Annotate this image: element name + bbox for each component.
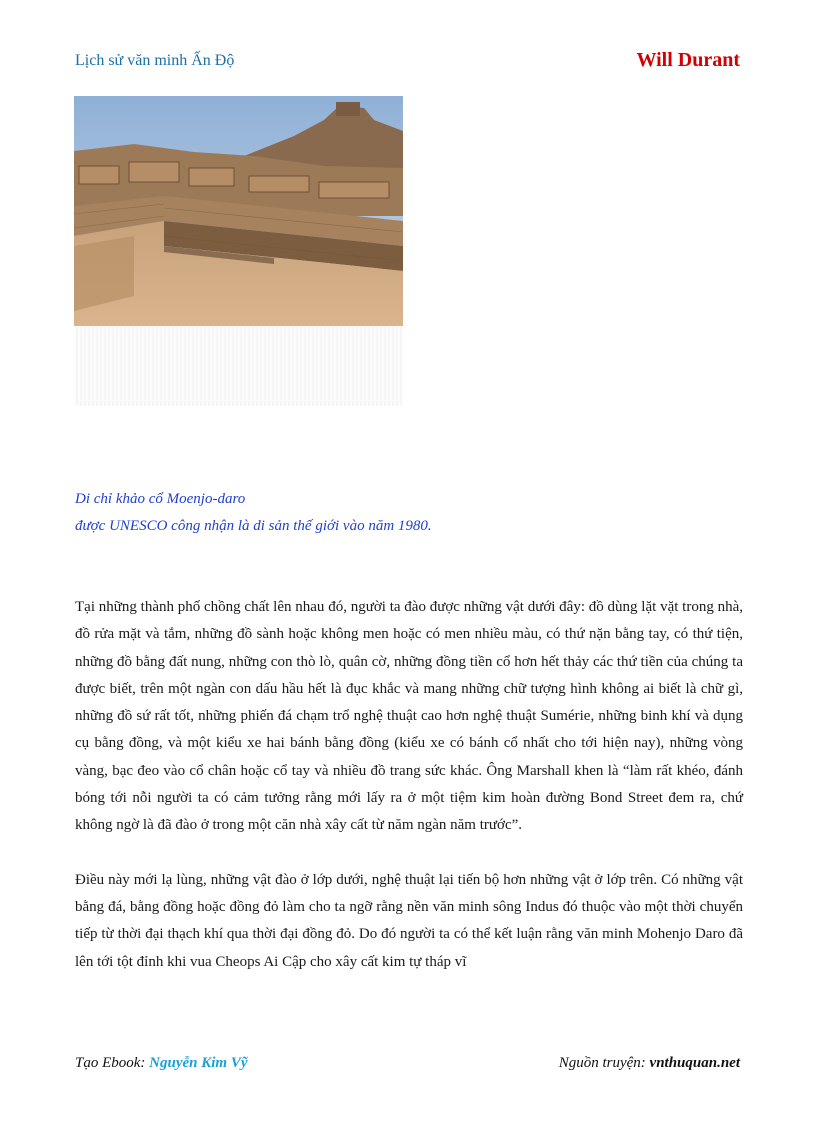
source-label: Nguồn truyện	[558, 1055, 641, 1071]
body-text	[75, 594, 743, 976]
author-name: Will Durant	[636, 49, 740, 71]
photo-fade-area	[74, 326, 403, 406]
book-title: Lịch sử văn minh Ấn Độ	[75, 52, 235, 69]
source-site: vnthuquan.net	[649, 1055, 740, 1071]
caption-line-2: được UNESCO công nhận là di sản thế giới vào năm 1980.	[75, 518, 432, 534]
ebook-label: Tạo Ebook	[75, 1055, 141, 1071]
moenjo-daro-photo	[74, 96, 403, 326]
paragraph-2: Điều này mới lạ lùng, những vật đào ở lớp dưới, nghệ thuật lại tiến bộ hơn những vật ở lớp trên. Có những vật bằng đá, bằng đồng hoặc đồng đỏ làm cho ta ngỡ rằng nền văn minh sông Indus đó thuộc vào một thời chuyển tiếp từ thời đại thạch khí qua thời đại đồng đỏ. Do đó người ta có thể kết luận rằng văn minh Mohenjo Daro đã lên tới tột đỉnh khi vua Cheops Ai Cập cho xây cất kim tự tháp vĩ	[75, 871, 743, 970]
ebook-creator-name: Nguyễn Kim Vỹ	[149, 1055, 248, 1071]
footer-source: Nguồn truyện: vnthuquan.net	[558, 1055, 740, 1071]
paragraph-1: Tại những thành phố chồng chất lên nhau đó, người ta đào được những vật dưới đây: đồ dùng lặt vặt trong nhà, đồ rửa mặt và tắm, những đồ sành hoặc không men hoặc có men nhiều màu, có thứ nặn bằng tay, có thứ tiện, những đồ bằng đất nung, những con thò lò, quân cờ, những đồng tiền cổ hơn hết thảy các thứ tiền của chúng ta được biết, trên một ngàn con dấu hầu hết là đục khắc và mang những chữ tượng hình không ai biết là chữ gì, những đồ sứ rất tốt, những phiến đá chạm trổ nghệ thuật cao hơn nghệ thuật Sumérie, những binh khí và dụng cụ bằng đồng, và một kiểu xe hai bánh bằng đồng (kiểu xe có bánh cổ nhất cho tới hiện nay), những vòng vàng, bạc đeo vào cổ chân hoặc cổ tay và nhiều đồ trang sức khác. Ông Marshall khen là “làm rất khéo, đánh bóng tới nỗi người ta có cảm tưởng rằng mới lấy ra ở một tiệm kim hoàn đường Bond Street đem ra, chứ không ngờ là đã đào ở trong một căn nhà xây cất từ năm ngàn năm trước”.	[75, 599, 743, 834]
figure-caption	[75, 486, 432, 540]
footer-ebook-credit: Tạo Ebook: Nguyễn Kim Vỹ	[75, 1055, 248, 1071]
caption-line-1: Di chỉ khảo cổ Moenjo-daro	[75, 491, 246, 507]
